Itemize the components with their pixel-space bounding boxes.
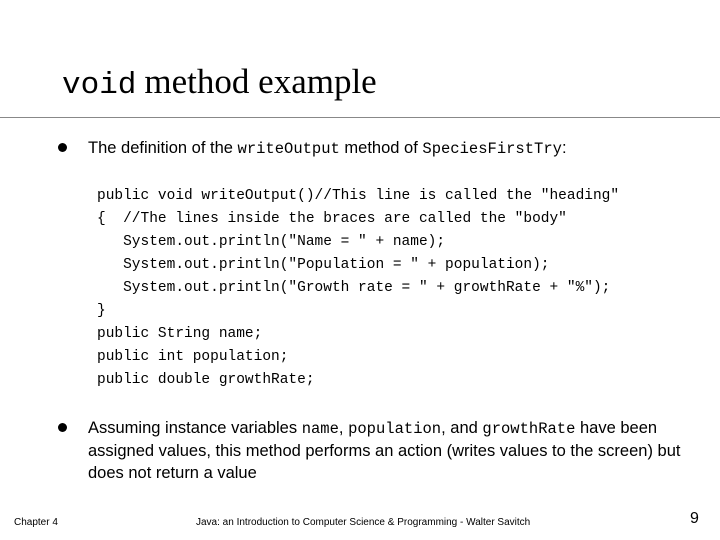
bullet-2-part: have been assigned values, this method performs an action (writes values to the screen) but does not return a value: [88, 419, 681, 482]
code-line: public int population;: [97, 349, 289, 365]
title-text: method example: [144, 62, 377, 101]
bullet-1-part: :: [561, 139, 567, 157]
code-line: System.out.println("Name = " + name);: [97, 234, 446, 250]
bullet-2-part: , and: [441, 419, 483, 437]
bullet-1-code-class: SpeciesFirstTry: [422, 140, 562, 158]
code-line: public double growthRate;: [97, 372, 315, 388]
bullet-2-part: Assuming instance variables: [88, 419, 302, 437]
code-line: public String name;: [97, 326, 263, 342]
footer-chapter: Chapter 4: [14, 517, 58, 528]
bullet-1-part: method of: [339, 139, 423, 157]
bullet-2-code-population: population: [348, 420, 442, 438]
bullet-2-part: ,: [338, 419, 349, 437]
code-line: public void writeOutput()//This line is called the "heading": [97, 188, 620, 204]
bullet-2-code-name: name: [301, 420, 339, 438]
bullet-1-code-method: writeOutput: [237, 140, 340, 158]
page-number: 9: [690, 510, 699, 527]
bullet-2-code-growthrate: growthRate: [482, 420, 576, 438]
bullet-2-text: [88, 417, 698, 484]
bullet-dot-2: [58, 423, 67, 432]
bullet-dot-1: [58, 143, 67, 152]
code-line: { //The lines inside the braces are called the "body": [97, 211, 567, 227]
footer-book-credit: Java: an Introduction to Computer Science & Programming - Walter Savitch: [196, 517, 531, 528]
title-divider: [0, 117, 720, 118]
code-line: System.out.println("Growth rate = " + growthRate + "%");: [97, 280, 611, 296]
code-line: }: [97, 303, 106, 319]
bullet-1-text: [88, 137, 698, 160]
bullet-1-part: The definition of the: [88, 139, 238, 157]
slide-title: [62, 58, 377, 110]
code-line: System.out.println("Population = " + population);: [97, 257, 550, 273]
code-block: [97, 185, 619, 392]
title-code: void: [62, 68, 137, 103]
